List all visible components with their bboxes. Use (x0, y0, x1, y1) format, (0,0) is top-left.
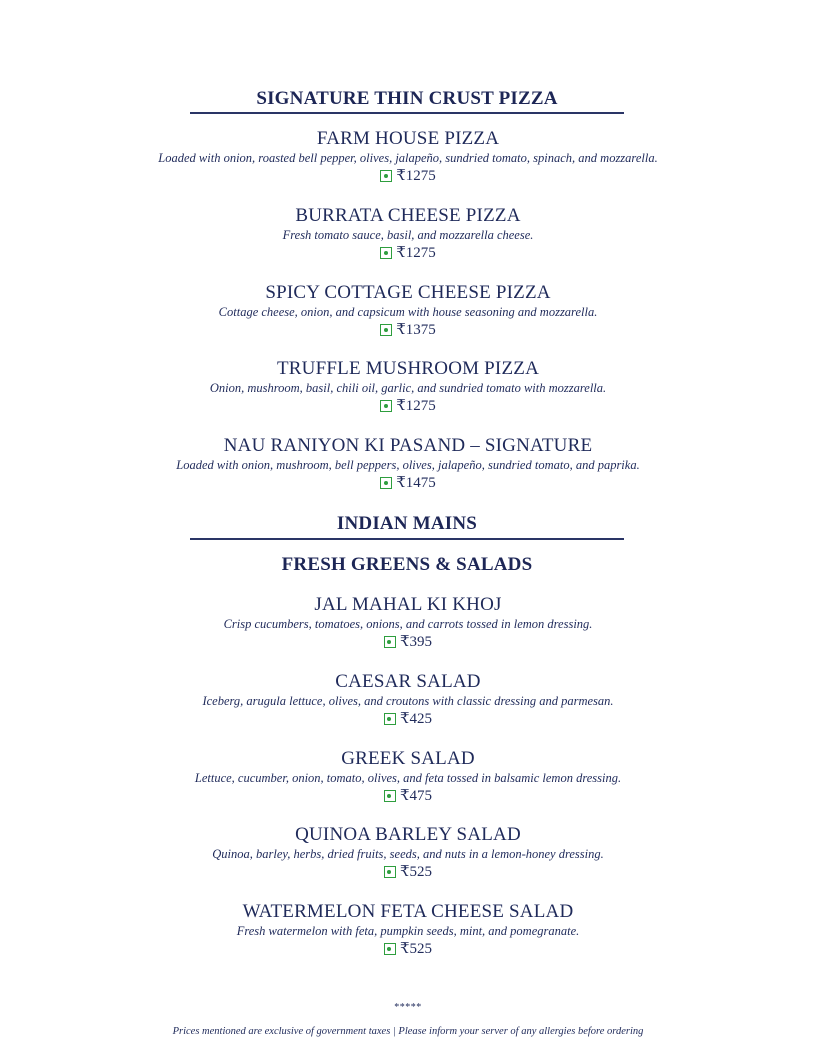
item-price-row (0, 321, 816, 339)
section-divider (190, 538, 624, 540)
menu-item (0, 205, 816, 262)
item-description: Iceberg, arugula lettuce, olives, and croutons with classic dressing and parmesan. (202, 694, 614, 708)
item-price: ₹525 (399, 941, 433, 957)
item-description: Onion, mushroom, basil, chili oil, garlic, and sundried tomato with mozzarella. (209, 381, 607, 395)
veg-mark-icon (380, 247, 392, 259)
section-title-salads: FRESH GREENS & SALADS (281, 554, 533, 575)
item-price: ₹1275 (396, 245, 436, 261)
veg-mark-icon (380, 324, 392, 336)
footer-separator: ***** (394, 1002, 422, 1013)
item-name: SPICY COTTAGE CHEESE PIZZA (265, 282, 551, 303)
menu-item (0, 748, 816, 805)
veg-mark-icon (380, 400, 392, 412)
item-name: CAESAR SALAD (335, 671, 481, 692)
section-title-indian-mains: INDIAN MAINS (336, 513, 478, 534)
item-description: Loaded with onion, roasted bell pepper, olives, jalapeño, sundried tomato, spinach, and mozzarella. (158, 151, 658, 165)
item-description: Cottage cheese, onion, and capsicum with house seasoning and mozzarella. (218, 305, 598, 319)
item-name: TRUFFLE MUSHROOM PIZZA (277, 358, 539, 379)
veg-mark-icon (384, 943, 396, 955)
item-name: NAU RANIYON KI PASAND – SIGNATURE (223, 435, 593, 456)
item-description: Fresh watermelon with feta, pumpkin seeds, mint, and pomegranate. (236, 924, 580, 938)
menu-item (0, 901, 816, 958)
section-title-pizza: SIGNATURE THIN CRUST PIZZA (256, 88, 558, 109)
item-description: Crisp cucumbers, tomatoes, onions, and carrots tossed in lemon dressing. (223, 617, 593, 631)
item-price-row (0, 244, 816, 262)
item-price-row (0, 863, 816, 881)
menu-item (0, 594, 816, 651)
menu-item (0, 671, 816, 728)
veg-mark-icon (384, 713, 396, 725)
veg-mark-icon (384, 636, 396, 648)
item-name: WATERMELON FETA CHEESE SALAD (242, 901, 574, 922)
item-price: ₹425 (399, 711, 433, 727)
item-price: ₹1375 (396, 322, 436, 338)
section-divider (190, 112, 624, 114)
menu-item (0, 128, 816, 185)
item-price-row (0, 710, 816, 728)
menu-item (0, 824, 816, 881)
item-price: ₹475 (399, 788, 433, 804)
item-price: ₹525 (399, 864, 433, 880)
item-price-row (0, 787, 816, 805)
item-name: FARM HOUSE PIZZA (316, 128, 500, 149)
item-price: ₹1475 (396, 475, 436, 491)
item-description: Fresh tomato sauce, basil, and mozzarella cheese. (282, 228, 534, 242)
menu-item (0, 282, 816, 339)
item-description: Loaded with onion, mushroom, bell peppers, olives, jalapeño, sundried tomato, and paprika. (176, 458, 640, 472)
veg-mark-icon (384, 790, 396, 802)
item-description: Quinoa, barley, herbs, dried fruits, seeds, and nuts in a lemon-honey dressing. (212, 847, 604, 861)
veg-mark-icon (384, 866, 396, 878)
item-description: Lettuce, cucumber, onion, tomato, olives, and feta tossed in balsamic lemon dressing. (194, 771, 622, 785)
item-price: ₹1275 (396, 168, 436, 184)
item-price-row (0, 397, 816, 415)
footer-note: Prices mentioned are exclusive of government taxes | Please inform your server of any allergies before ordering (172, 1026, 644, 1037)
item-price-row (0, 940, 816, 958)
item-price-row (0, 474, 816, 492)
item-name: GREEK SALAD (341, 748, 475, 769)
menu-item (0, 435, 816, 492)
item-name: BURRATA CHEESE PIZZA (295, 205, 521, 226)
veg-mark-icon (380, 170, 392, 182)
item-price: ₹1275 (396, 398, 436, 414)
item-name: JAL MAHAL KI KHOJ (314, 594, 502, 615)
item-price-row (0, 167, 816, 185)
veg-mark-icon (380, 477, 392, 489)
item-name: QUINOA BARLEY SALAD (295, 824, 521, 845)
item-price: ₹395 (399, 634, 433, 650)
item-price-row (0, 633, 816, 651)
menu-item (0, 358, 816, 415)
